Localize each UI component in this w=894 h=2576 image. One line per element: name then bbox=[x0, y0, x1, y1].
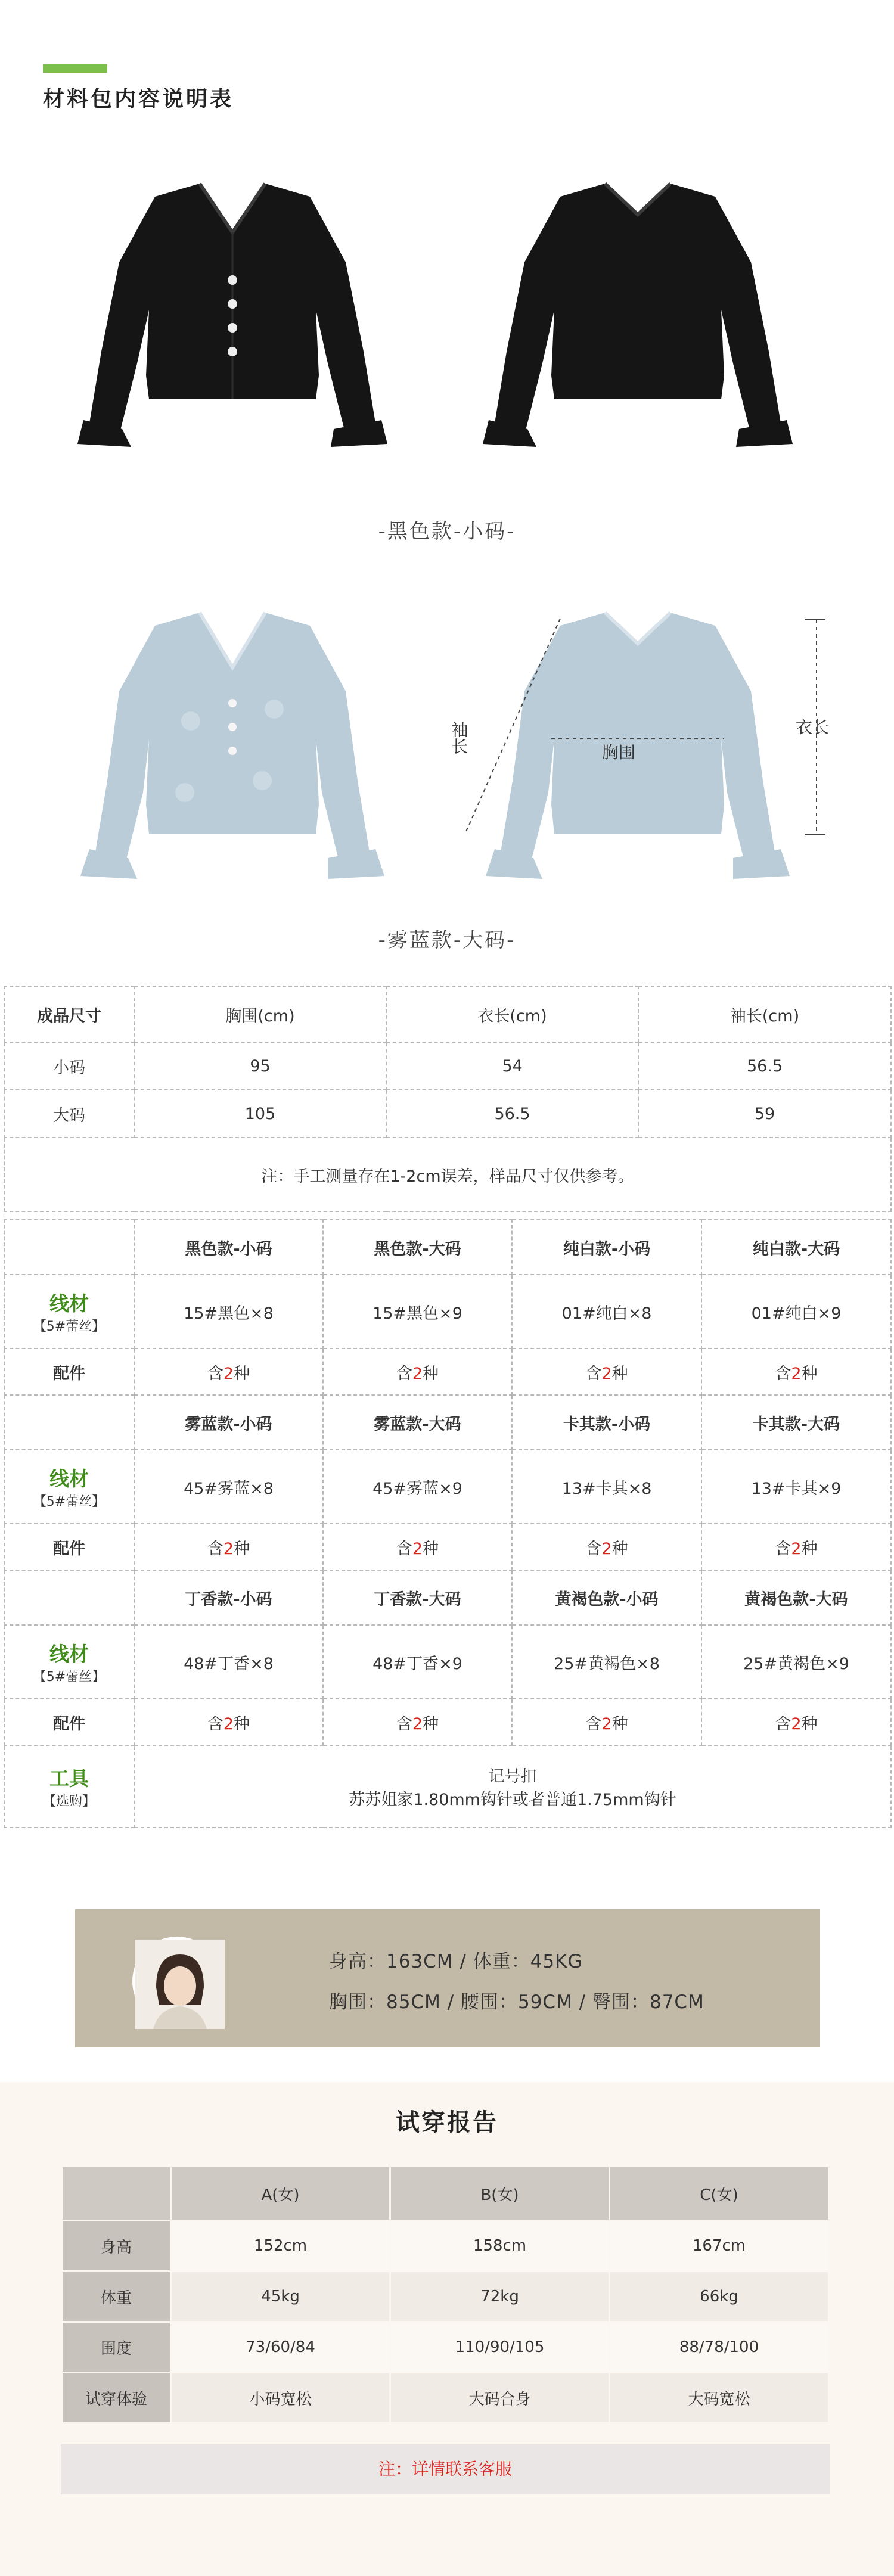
yarn-sublabel: 【5#蕾丝】 bbox=[33, 1319, 105, 1334]
header-accent-bar bbox=[43, 64, 107, 73]
style-name: 黄褐色款-大码 bbox=[701, 1570, 891, 1625]
accessory-suffix: 种 bbox=[234, 1364, 250, 1383]
accessory-prefix: 含 bbox=[775, 1539, 791, 1558]
style-header-row bbox=[4, 1570, 891, 1625]
yarn-label: 线材 bbox=[49, 1467, 89, 1490]
accessory-count: 2 bbox=[601, 1714, 612, 1733]
style-name: 黑色款-小码 bbox=[134, 1220, 323, 1275]
report-cell: 大码宽松 bbox=[610, 2373, 828, 2422]
yarn-label-cell bbox=[4, 1275, 134, 1348]
size-header-length: 衣长(cm) bbox=[386, 986, 638, 1042]
size-header-chest: 胸围(cm) bbox=[134, 986, 386, 1042]
style-name: 黑色款-大码 bbox=[323, 1220, 512, 1275]
accessory-count: 2 bbox=[601, 1364, 612, 1383]
style-name: 丁香款-小码 bbox=[134, 1570, 323, 1625]
accessory-count: 2 bbox=[601, 1539, 612, 1558]
size-table-header bbox=[4, 986, 891, 1042]
style-name: 纯白款-小码 bbox=[512, 1220, 701, 1275]
accessory-suffix: 种 bbox=[423, 1714, 439, 1733]
blue-style-caption: -雾蓝款-大码- bbox=[378, 928, 516, 952]
tools-sublabel: 【选购】 bbox=[42, 1794, 95, 1809]
accessory-count: 2 bbox=[412, 1714, 423, 1733]
accessory-suffix: 种 bbox=[423, 1364, 439, 1383]
report-note: 注：详情联系客服 bbox=[61, 2444, 830, 2494]
size-length: 56.5 bbox=[386, 1090, 638, 1138]
style-name: 丁香款-大码 bbox=[323, 1570, 512, 1625]
tools-line-2: 苏苏姐家1.80mm钩针或者普通1.75mm钩针 bbox=[349, 1791, 676, 1809]
report-cell: 小码宽松 bbox=[172, 2373, 389, 2422]
accessory-value bbox=[323, 1348, 512, 1395]
style-name: 雾蓝款-小码 bbox=[134, 1395, 323, 1450]
report-table bbox=[61, 2165, 830, 2424]
blank-cell bbox=[4, 1570, 134, 1625]
yarn-value: 45#雾蓝×8 bbox=[134, 1450, 323, 1524]
size-chest: 95 bbox=[134, 1042, 386, 1090]
yarn-label: 线材 bbox=[49, 1292, 89, 1315]
sleeve-length-label: 袖长 bbox=[449, 721, 469, 754]
style-name: 纯白款-大码 bbox=[701, 1220, 891, 1275]
blank-cell bbox=[4, 1220, 134, 1275]
report-cell: 45kg bbox=[172, 2272, 389, 2321]
accessory-value bbox=[134, 1524, 323, 1570]
size-row-large bbox=[4, 1090, 891, 1138]
style-header-row bbox=[4, 1220, 891, 1275]
report-corner bbox=[63, 2167, 170, 2220]
accessory-count: 2 bbox=[791, 1539, 802, 1558]
page-title: 材料包内容说明表 bbox=[43, 87, 234, 111]
accessory-prefix: 含 bbox=[585, 1539, 602, 1558]
yarn-value: 15#黑色×9 bbox=[323, 1275, 512, 1348]
style-name: 卡其款-大码 bbox=[701, 1395, 891, 1450]
accessory-prefix: 含 bbox=[207, 1539, 224, 1558]
yarn-value: 01#纯白×8 bbox=[512, 1275, 701, 1348]
size-row-small bbox=[4, 1042, 891, 1090]
report-cell: 72kg bbox=[391, 2272, 609, 2321]
accessory-row bbox=[4, 1524, 891, 1570]
blue-cardigan-front-photo bbox=[66, 602, 399, 888]
report-cell: 167cm bbox=[610, 2221, 828, 2270]
black-cardigan-back-photo bbox=[471, 173, 805, 459]
report-cell: 110/90/105 bbox=[391, 2323, 609, 2372]
accessory-suffix: 种 bbox=[611, 1364, 628, 1383]
accessory-prefix: 含 bbox=[396, 1539, 412, 1558]
yarn-label-cell bbox=[4, 1450, 134, 1524]
accessory-count: 2 bbox=[223, 1364, 234, 1383]
yarn-value: 25#黄褐色×9 bbox=[701, 1625, 891, 1699]
accessory-suffix: 种 bbox=[801, 1714, 818, 1733]
size-header-label: 成品尺寸 bbox=[4, 986, 134, 1042]
size-name: 大码 bbox=[4, 1090, 134, 1138]
accessory-prefix: 含 bbox=[585, 1364, 602, 1383]
report-row-measurements bbox=[63, 2323, 828, 2372]
tools-value bbox=[134, 1745, 891, 1828]
yarn-value: 48#丁香×9 bbox=[323, 1625, 512, 1699]
accessory-row bbox=[4, 1699, 891, 1745]
yarn-value: 15#黑色×8 bbox=[134, 1275, 323, 1348]
report-row-weight bbox=[63, 2272, 828, 2321]
report-cell: 88/78/100 bbox=[610, 2323, 828, 2372]
yarn-value: 13#卡其×9 bbox=[701, 1450, 891, 1524]
accessory-suffix: 种 bbox=[234, 1714, 250, 1733]
accessory-count: 2 bbox=[791, 1364, 802, 1383]
size-name: 小码 bbox=[4, 1042, 134, 1090]
size-length: 54 bbox=[386, 1042, 638, 1090]
accessory-row bbox=[4, 1348, 891, 1395]
length-label: 衣长 bbox=[796, 717, 830, 737]
report-column-a: A(女) bbox=[172, 2167, 389, 2220]
accessory-value bbox=[512, 1524, 701, 1570]
style-name: 卡其款-小码 bbox=[512, 1395, 701, 1450]
report-column-c: C(女) bbox=[610, 2167, 828, 2220]
accessory-suffix: 种 bbox=[801, 1539, 818, 1558]
tools-label: 工具 bbox=[49, 1767, 89, 1790]
report-row-label: 身高 bbox=[63, 2221, 170, 2270]
accessory-value bbox=[134, 1348, 323, 1395]
style-name: 雾蓝款-大码 bbox=[323, 1395, 512, 1450]
accessory-count: 2 bbox=[412, 1539, 423, 1558]
accessory-value bbox=[512, 1699, 701, 1745]
size-sleeve: 56.5 bbox=[638, 1042, 891, 1090]
accessory-prefix: 含 bbox=[396, 1714, 412, 1733]
accessory-value bbox=[134, 1699, 323, 1745]
model-stats-line-2: 胸围：85CM / 腰围：59CM / 臀围：87CM bbox=[329, 1991, 704, 2013]
blank-cell bbox=[4, 1395, 134, 1450]
tools-row bbox=[4, 1745, 891, 1828]
accessory-suffix: 种 bbox=[801, 1364, 818, 1383]
accessory-count: 2 bbox=[791, 1714, 802, 1733]
accessory-value bbox=[701, 1699, 891, 1745]
yarn-value: 48#丁香×8 bbox=[134, 1625, 323, 1699]
accessory-prefix: 含 bbox=[396, 1364, 412, 1383]
report-row-experience bbox=[63, 2373, 828, 2422]
yarn-sublabel: 【5#蕾丝】 bbox=[33, 1670, 105, 1685]
size-chest: 105 bbox=[134, 1090, 386, 1138]
accessory-value bbox=[323, 1699, 512, 1745]
accessory-value bbox=[701, 1524, 891, 1570]
report-row-height bbox=[63, 2221, 828, 2270]
accessory-value bbox=[701, 1348, 891, 1395]
yarn-sublabel: 【5#蕾丝】 bbox=[33, 1494, 105, 1509]
accessory-prefix: 含 bbox=[775, 1364, 791, 1383]
accessory-suffix: 种 bbox=[611, 1539, 628, 1558]
yarn-value: 13#卡其×8 bbox=[512, 1450, 701, 1524]
material-table bbox=[4, 1219, 892, 1828]
blue-cardigan-back-measure-photo bbox=[449, 602, 846, 888]
report-cell: 152cm bbox=[172, 2221, 389, 2270]
yarn-value: 25#黄褐色×8 bbox=[512, 1625, 701, 1699]
accessory-suffix: 种 bbox=[611, 1714, 628, 1733]
accessory-prefix: 含 bbox=[775, 1714, 791, 1733]
yarn-row bbox=[4, 1450, 891, 1524]
report-column-b: B(女) bbox=[391, 2167, 609, 2220]
size-header-sleeve: 袖长(cm) bbox=[638, 986, 891, 1042]
report-cell: 66kg bbox=[610, 2272, 828, 2321]
black-cardigan-front-photo bbox=[66, 173, 399, 459]
tools-line-1: 记号扣 bbox=[488, 1767, 537, 1786]
chest-label: 胸围 bbox=[602, 742, 636, 762]
size-table bbox=[4, 986, 892, 1212]
tools-label-cell bbox=[4, 1745, 134, 1828]
accessory-prefix: 含 bbox=[207, 1364, 224, 1383]
report-row-label: 围度 bbox=[63, 2323, 170, 2372]
report-cell: 大码合身 bbox=[391, 2373, 609, 2422]
yarn-row bbox=[4, 1275, 891, 1348]
accessory-value bbox=[323, 1524, 512, 1570]
accessory-count: 2 bbox=[412, 1364, 423, 1383]
accessory-count: 2 bbox=[223, 1714, 234, 1733]
size-sleeve: 59 bbox=[638, 1090, 891, 1138]
style-header-row bbox=[4, 1395, 891, 1450]
accessory-suffix: 种 bbox=[234, 1539, 250, 1558]
yarn-label-cell bbox=[4, 1625, 134, 1699]
report-row-label: 体重 bbox=[63, 2272, 170, 2321]
accessory-label: 配件 bbox=[4, 1524, 134, 1570]
yarn-value: 45#雾蓝×9 bbox=[323, 1450, 512, 1524]
accessory-value bbox=[512, 1348, 701, 1395]
model-stats-line-1: 身高：163CM / 体重：45KG bbox=[329, 1951, 583, 1972]
accessory-label: 配件 bbox=[4, 1348, 134, 1395]
report-header-row bbox=[63, 2167, 828, 2220]
yarn-value: 01#纯白×9 bbox=[701, 1275, 891, 1348]
accessory-prefix: 含 bbox=[207, 1714, 224, 1733]
report-cell: 73/60/84 bbox=[172, 2323, 389, 2372]
size-table-note: 注：手工测量存在1-2cm误差，样品尺寸仅供参考。 bbox=[4, 1138, 891, 1211]
accessory-suffix: 种 bbox=[423, 1539, 439, 1558]
yarn-row bbox=[4, 1625, 891, 1699]
report-title: 试穿报告 bbox=[396, 2109, 498, 2136]
report-cell: 158cm bbox=[391, 2221, 609, 2270]
accessory-label: 配件 bbox=[4, 1699, 134, 1745]
yarn-label: 线材 bbox=[49, 1642, 89, 1665]
black-style-caption: -黑色款-小码- bbox=[378, 520, 516, 543]
report-row-label: 试穿体验 bbox=[63, 2373, 170, 2422]
model-avatar bbox=[132, 1937, 222, 2026]
accessory-count: 2 bbox=[223, 1539, 234, 1558]
style-name: 黄褐色款-小码 bbox=[512, 1570, 701, 1625]
accessory-prefix: 含 bbox=[585, 1714, 602, 1733]
